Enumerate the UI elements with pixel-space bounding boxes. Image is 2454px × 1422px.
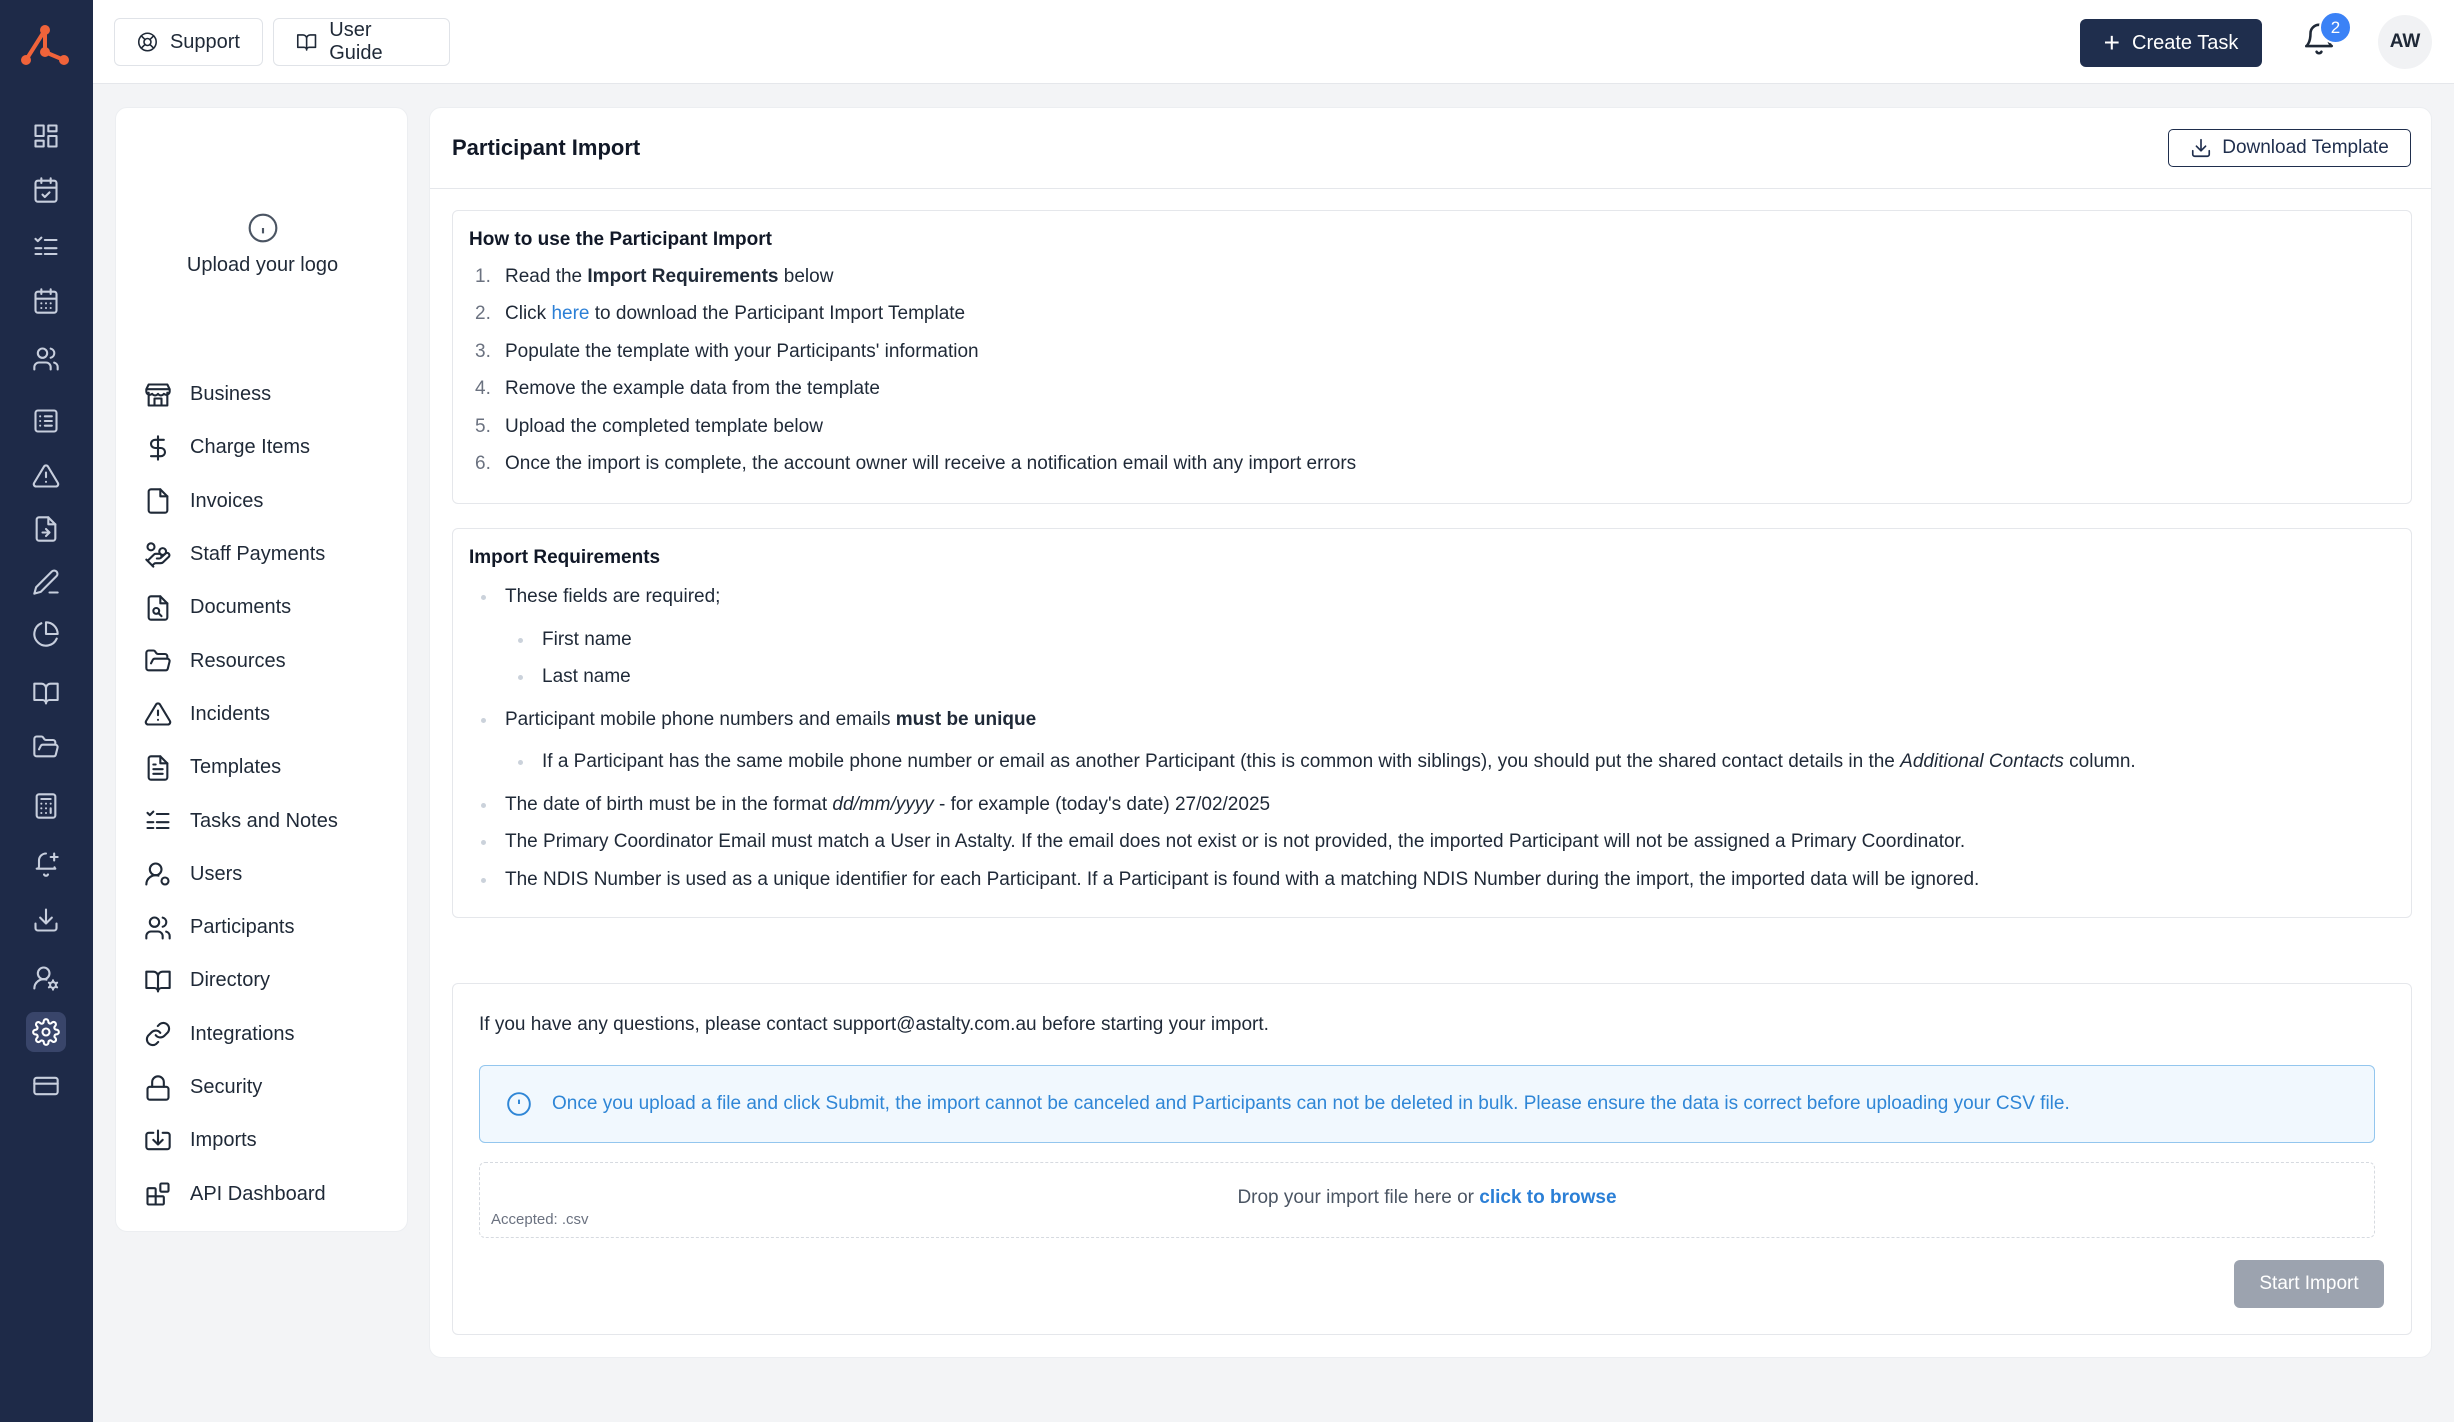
howto-box — [452, 210, 2412, 504]
requirement-subitem: First name — [542, 629, 632, 650]
requirement-item: Participant mobile phone numbers and emails must be unique — [505, 709, 1037, 730]
alert-text: Once you upload a file and click Submit, the import cannot be canceled and Participants can not be deleted in bulk. Please ensure the data is correct before uploading your CSV file. — [552, 1093, 2070, 1114]
file-search-icon — [144, 594, 172, 622]
participant-import-panel — [429, 107, 2432, 1358]
link-icon — [144, 1020, 172, 1048]
settings-sidebar — [115, 107, 408, 1232]
sidebar-item-label: Users — [190, 862, 243, 885]
warning-icon — [144, 700, 172, 728]
requirement-subitem: Last name — [542, 666, 631, 687]
file-text-icon — [144, 754, 172, 782]
dollar-icon — [144, 434, 172, 462]
requirement-item: The Primary Coordinator Email must match a User in Astalty. If the email does not exist or is not provided, the imported Participant will not be assigned a Primary Coordinator. — [505, 831, 1966, 852]
info-icon — [247, 212, 279, 244]
users-icon — [144, 914, 172, 942]
hand-coins-icon — [144, 541, 172, 569]
start-import-button[interactable]: Start Import — [2234, 1260, 2384, 1308]
plus-icon: + — [2103, 27, 2120, 58]
pie-chart-icon[interactable] — [26, 614, 66, 654]
bell-plus-icon[interactable] — [26, 844, 66, 884]
import-icon — [144, 1127, 172, 1155]
book-icon[interactable] — [26, 673, 66, 713]
upload-logo-button[interactable] — [116, 212, 409, 277]
download-icon — [2190, 137, 2212, 159]
create-task-button[interactable] — [2080, 19, 2262, 67]
requirement-item: These fields are required; — [505, 586, 721, 607]
sidebar-item-tasks-and-notes[interactable] — [144, 794, 394, 847]
template-download-link[interactable]: here — [551, 303, 590, 324]
requirements-box — [452, 528, 2412, 918]
user-settings-icon[interactable] — [26, 958, 66, 998]
sidebar-item-label: Directory — [190, 969, 271, 992]
sidebar-item-label: Templates — [190, 756, 282, 779]
calendar-check-icon[interactable] — [26, 170, 66, 210]
sidebar-item-resources[interactable] — [144, 634, 394, 687]
users-icon[interactable] — [26, 339, 66, 379]
lock-icon — [144, 1074, 172, 1102]
user-cog-icon — [144, 860, 172, 888]
upload-box — [452, 983, 2412, 1335]
contact-text: If you have any questions, please contact support@astalty.com.au before starting your import. — [479, 1014, 1269, 1035]
requirement-item: The NDIS Number is used as a unique identifier for each Participant. If a Participant is found with a matching NDIS Number during the import, the imported data will be ignored. — [505, 869, 1980, 890]
blocks-icon — [144, 1180, 172, 1208]
requirement-item: The date of birth must be in the format dd/mm/yyyy - for example (today's date) 27/02/2025 — [505, 794, 1271, 815]
sidebar-item-integrations[interactable] — [144, 1008, 394, 1061]
requirements-title: Import Requirements — [469, 547, 661, 568]
download-icon[interactable] — [26, 900, 66, 940]
sidebar-item-label: Invoices — [190, 489, 264, 512]
download-template-label: Download Template — [2222, 137, 2389, 158]
settings-nav — [144, 368, 394, 1221]
support-label: Support — [169, 30, 240, 53]
task-list-icon — [144, 807, 172, 835]
user-guide-button[interactable] — [273, 18, 450, 66]
requirement-subitem: If a Participant has the same mobile phone number or email as another Participant (this is common with siblings), you should put the shared contact details in the Additional Contacts column. — [542, 751, 2136, 772]
support-button[interactable] — [114, 18, 263, 66]
sidebar-item-incidents[interactable] — [144, 688, 394, 741]
sidebar-item-templates[interactable] — [144, 741, 394, 794]
app-rail — [0, 0, 93, 1422]
folder-icon[interactable] — [26, 727, 66, 767]
book-open-icon — [144, 967, 172, 995]
card-icon[interactable] — [26, 1066, 66, 1106]
sidebar-item-invoices[interactable] — [144, 475, 394, 528]
dropzone-text: Drop your import file here or click to browse — [1237, 1187, 1617, 1208]
howto-step: 4. Remove the example data from the template — [475, 378, 880, 399]
sidebar-item-label: API Dashboard — [190, 1182, 326, 1205]
app-logo[interactable] — [18, 22, 72, 68]
task-list-icon[interactable] — [26, 227, 66, 267]
gear-icon[interactable] — [26, 1012, 66, 1052]
sidebar-item-participants[interactable] — [144, 901, 394, 954]
sidebar-item-label: Resources — [190, 649, 286, 672]
download-template-button[interactable] — [2168, 129, 2411, 167]
sidebar-item-business[interactable] — [144, 368, 394, 421]
create-task-label: Create Task — [2132, 31, 2239, 54]
warning-icon[interactable] — [26, 456, 66, 496]
panel-header — [430, 108, 2431, 189]
sidebar-item-label: Business — [190, 383, 272, 406]
dashboard-icon[interactable] — [26, 116, 66, 156]
howto-step: 5. Upload the completed template below — [475, 416, 823, 437]
signature-icon[interactable] — [26, 562, 66, 602]
sidebar-item-api-dashboard[interactable] — [144, 1167, 394, 1220]
info-icon — [506, 1091, 532, 1117]
sidebar-item-label: Staff Payments — [190, 543, 326, 566]
sidebar-item-imports[interactable] — [144, 1114, 394, 1167]
sidebar-item-label: Integrations — [190, 1022, 295, 1045]
howto-step: 3. Populate the template with your Participants' information — [475, 341, 979, 362]
howto-step: 1. Read the Import Requirements below — [475, 266, 834, 287]
sidebar-item-directory[interactable] — [144, 954, 394, 1007]
sidebar-item-label: Charge Items — [190, 436, 311, 459]
import-warning-alert — [479, 1065, 2375, 1143]
lifebuoy-icon — [137, 31, 158, 53]
sidebar-item-label: Tasks and Notes — [190, 809, 338, 832]
sidebar-item-users[interactable] — [144, 848, 394, 901]
sidebar-item-label: Documents — [190, 596, 292, 619]
sidebar-item-label: Participants — [190, 916, 295, 939]
calendar-icon[interactable] — [26, 281, 66, 321]
howto-step: 6. Once the import is complete, the account owner will receive a notification email with any import errors — [475, 453, 1357, 474]
file-export-icon[interactable] — [26, 509, 66, 549]
avatar[interactable]: AW — [2378, 15, 2432, 69]
sidebar-item-staff-payments[interactable] — [144, 528, 394, 581]
folder-open-icon — [144, 647, 172, 675]
file-icon — [144, 487, 172, 515]
sidebar-item-label: Incidents — [190, 702, 271, 725]
notification-badge: 2 — [2319, 11, 2352, 44]
accepted-types: Accepted: .csv — [491, 1211, 589, 1228]
sidebar-item-charge-items[interactable] — [144, 421, 394, 474]
howto-title: How to use the Participant Import — [469, 229, 772, 250]
user-guide-label: User Guide — [329, 19, 383, 64]
sidebar-item-security[interactable] — [144, 1061, 394, 1114]
store-icon — [144, 381, 172, 409]
list-icon[interactable] — [26, 401, 66, 441]
page-title: Participant Import — [452, 135, 641, 160]
howto-step: 2. Click here to download the Participant Import Template — [475, 303, 966, 324]
file-dropzone[interactable] — [479, 1162, 2375, 1238]
upload-logo-label: Upload your logo — [186, 254, 339, 276]
sidebar-item-label: Security — [190, 1076, 263, 1098]
browse-link[interactable]: click to browse — [1479, 1187, 1617, 1208]
book-open-icon — [296, 31, 317, 53]
calculator-icon[interactable] — [26, 786, 66, 826]
sidebar-item-documents[interactable] — [144, 581, 394, 634]
sidebar-item-label: Imports — [190, 1129, 257, 1152]
